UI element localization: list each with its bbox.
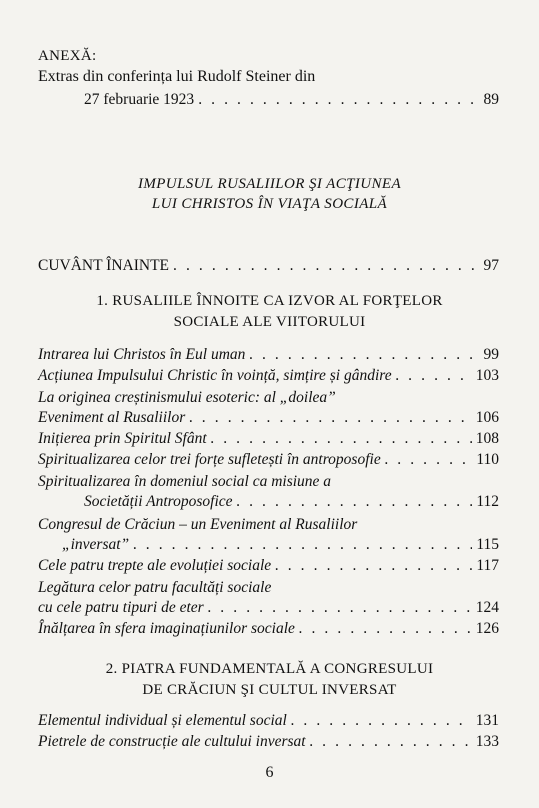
toc-entry-text[interactable]: Spiritualizarea în domeniul social ca misiune a <box>38 473 332 490</box>
toc-entry[interactable] <box>38 347 499 363</box>
toc-entry-text[interactable]: Legătura celor patru facultăți sociale <box>38 579 272 596</box>
toc-entry-annex[interactable] <box>84 92 499 108</box>
toc-entry[interactable] <box>38 368 499 384</box>
leader-dots <box>173 258 479 274</box>
leader-dots <box>275 558 472 574</box>
toc-entry-text: Cele patru trepte ale evoluției sociale <box>38 557 272 574</box>
leader-dots <box>237 494 473 510</box>
leader-dots <box>133 537 472 553</box>
toc-entry-text: Acțiunea Impulsului Christic în voință, simțire și gândire <box>38 367 392 384</box>
toc-entry-text: „inversat” <box>62 536 130 553</box>
toc-entry-text: Intrarea lui Christos în Eul uman <box>38 346 246 363</box>
toc-entry-page: 89 <box>483 91 499 108</box>
toc-entry[interactable] <box>62 537 499 553</box>
part-title-line-1: IMPULSUL RUSALIILOR ŞI ACŢIUNEA <box>137 176 402 192</box>
leader-dots <box>291 713 472 729</box>
leader-dots <box>211 431 472 447</box>
toc-entry-text: cu cele patru tipuri de eter <box>38 599 204 616</box>
toc-entry[interactable] <box>38 734 499 750</box>
toc-entry-text: Inițierea prin Spiritul Sfânt <box>38 430 207 447</box>
toc-entry-text: 27 februarie 1923 <box>84 91 195 108</box>
toc-entry-page: 97 <box>483 257 499 274</box>
annex-heading: ANEXĂ: <box>38 48 97 64</box>
toc-entry-page: 115 <box>476 536 499 553</box>
chapter-2-title-line-2: DE CRĂCIUN ŞI CULTUL INVERSAT <box>142 682 397 698</box>
toc-entry[interactable] <box>38 452 499 468</box>
toc-entry[interactable] <box>38 621 499 637</box>
leader-dots <box>189 410 472 426</box>
toc-entry-text[interactable]: Congresul de Crăciun – un Eveniment al Rusaliilor <box>38 516 358 533</box>
chapter-1-title-line-1: 1. RUSALIILE ÎNNOITE CA IZVOR AL FORŢELOR <box>96 293 443 309</box>
toc-entry-page: 126 <box>475 620 499 637</box>
leader-dots <box>385 452 473 468</box>
toc-entry-page: 108 <box>475 430 499 447</box>
leader-dots <box>299 621 472 637</box>
toc-entry[interactable] <box>38 713 499 729</box>
toc-entry-page: 124 <box>475 599 499 616</box>
toc-entry-page: 131 <box>475 712 499 729</box>
toc-entry-text[interactable]: La originea creștinismului esoteric: al „doilea” <box>38 389 336 406</box>
annex-line-1: Extras din conferința lui Rudolf Steiner din <box>38 68 316 85</box>
toc-entry-page: 99 <box>483 346 499 363</box>
toc-entry-page: 112 <box>476 493 499 510</box>
part-title-line-2: LUI CHRISTOS ÎN VIAŢA SOCIALĂ <box>151 196 388 212</box>
toc-entry[interactable] <box>38 431 499 447</box>
toc-entry[interactable] <box>38 600 499 616</box>
leader-dots <box>249 347 479 363</box>
chapter-1-title-line-2: SOCIALE ALE VIITORULUI <box>173 314 366 330</box>
toc-entry-text: Societății Antroposofice <box>84 493 233 510</box>
toc-entry[interactable] <box>38 558 499 574</box>
toc-entry[interactable] <box>84 494 499 510</box>
toc-entry-text: Înălțarea în sfera imaginațiunilor sociale <box>38 620 295 637</box>
leader-dots <box>198 92 479 108</box>
toc-entry-page: 106 <box>475 409 499 426</box>
toc-entry-text: Eveniment al Rusaliilor <box>38 409 186 426</box>
page-number: 6 <box>265 764 274 781</box>
toc-entry-page: 110 <box>476 451 499 468</box>
leader-dots <box>396 368 472 384</box>
toc-entry-text: Pietrele de construcție ale cultului inversat <box>38 733 306 750</box>
toc-entry-text: Spiritualizarea celor trei forțe sufletești în antroposofie <box>38 451 381 468</box>
toc-entry-page: 117 <box>476 557 499 574</box>
toc-entry-foreword[interactable] <box>38 258 499 274</box>
leader-dots <box>208 600 472 616</box>
toc-entry-page: 103 <box>475 367 499 384</box>
chapter-2-title-line-1: 2. PIATRA FUNDAMENTALĂ A CONGRESULUI <box>105 661 434 677</box>
toc-entry[interactable] <box>38 410 499 426</box>
leader-dots <box>310 734 472 750</box>
toc-entry-page: 133 <box>475 733 499 750</box>
toc-entry-text: Elementul individual și elementul social <box>38 712 287 729</box>
toc-entry-text: CUVÂNT ÎNAINTE <box>38 257 170 274</box>
